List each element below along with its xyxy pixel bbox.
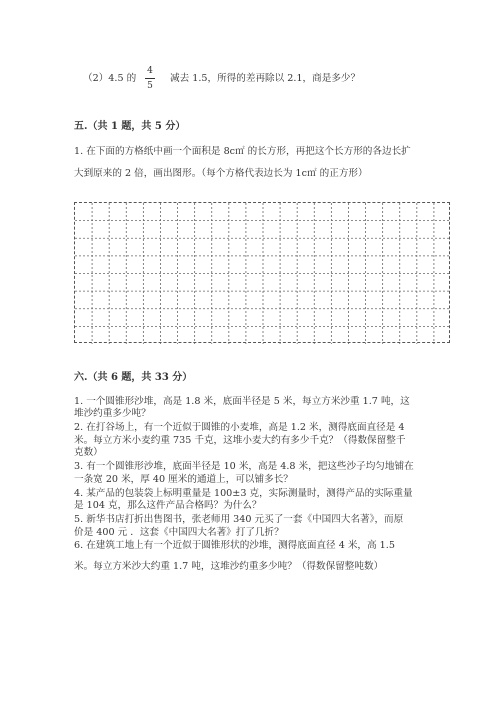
square-grid-paper bbox=[74, 202, 450, 343]
fraction-numerator: 4 bbox=[147, 66, 153, 76]
s6-line: 一条宽 20 米，厚 40 厘米的通道上，可以铺多长？ bbox=[74, 474, 293, 485]
q2-prefix: （2）4.5 的 bbox=[83, 73, 137, 84]
section5-line1: 1. 在下面的方格纸中画一个面积是 8c㎡ 的长方形，再把这个长方形的各边长扩 bbox=[74, 146, 411, 157]
s6-line: 6. 在建筑工地上有一个近似于圆锥形状的沙堆，测得底面直径 4 米，高 1.5 bbox=[74, 540, 395, 551]
grid-lines bbox=[75, 203, 451, 344]
s6-line: 1. 一个圆锥形沙堆，高是 1.8 米，底面半径是 5 米，每立方米沙重 1.7 吨，这 bbox=[74, 396, 410, 407]
s6-line: 2. 在打谷场上，有一个近似于圆锥的小麦堆，高是 1.2 米，测得底面直径是 4 bbox=[74, 422, 405, 433]
s6-line: 4. 某产品的包装袋上标明重量是 100±3 克，实际测量时，测得产品的实际重量 bbox=[74, 488, 413, 499]
section6-heading: 六.（共 6 题，共 33 分） bbox=[74, 372, 193, 383]
s6-line: 米。每立方米小麦约重 735 千克，这堆小麦大约有多少千克？（得数保留整千 bbox=[74, 435, 406, 446]
s6-line: 堆沙约重多少吨？ bbox=[74, 408, 151, 419]
s6-line: 克数） bbox=[74, 447, 103, 458]
s6-line: 米。每立方米沙大约重 1.7 吨，这堆沙约重多少吨？（得数保留整吨数） bbox=[74, 561, 384, 572]
fraction-bar bbox=[145, 78, 155, 79]
q2-suffix: 减去 1.5，所得的差再除以 2.1，商是多少？ bbox=[170, 73, 361, 84]
s6-line: 3. 有一个圆锥形沙堆，底面半径是 10 米，高是 4.8 米，把这些沙子均匀地铺在 bbox=[74, 461, 414, 472]
s6-line: 是 104 克，那么这件产品合格吗？为什么？ bbox=[74, 500, 262, 511]
fraction-four-fifths bbox=[145, 66, 155, 91]
section5-line2: 大到原来的 2 倍，画出图形。（每个方格代表边长为 1c㎡ 的正方形） bbox=[74, 168, 368, 179]
s6-line: 价是 400 元 ．这套《中国四大名著》打了几折？ bbox=[74, 527, 284, 538]
s6-line: 5. 新华书店打折出售图书，张老师用 340 元买了一套《中国四大名著》，而原 bbox=[74, 514, 404, 525]
fraction-denominator: 5 bbox=[147, 81, 153, 91]
section5-heading: 五.（共 1 题，共 5 分） bbox=[74, 121, 186, 132]
